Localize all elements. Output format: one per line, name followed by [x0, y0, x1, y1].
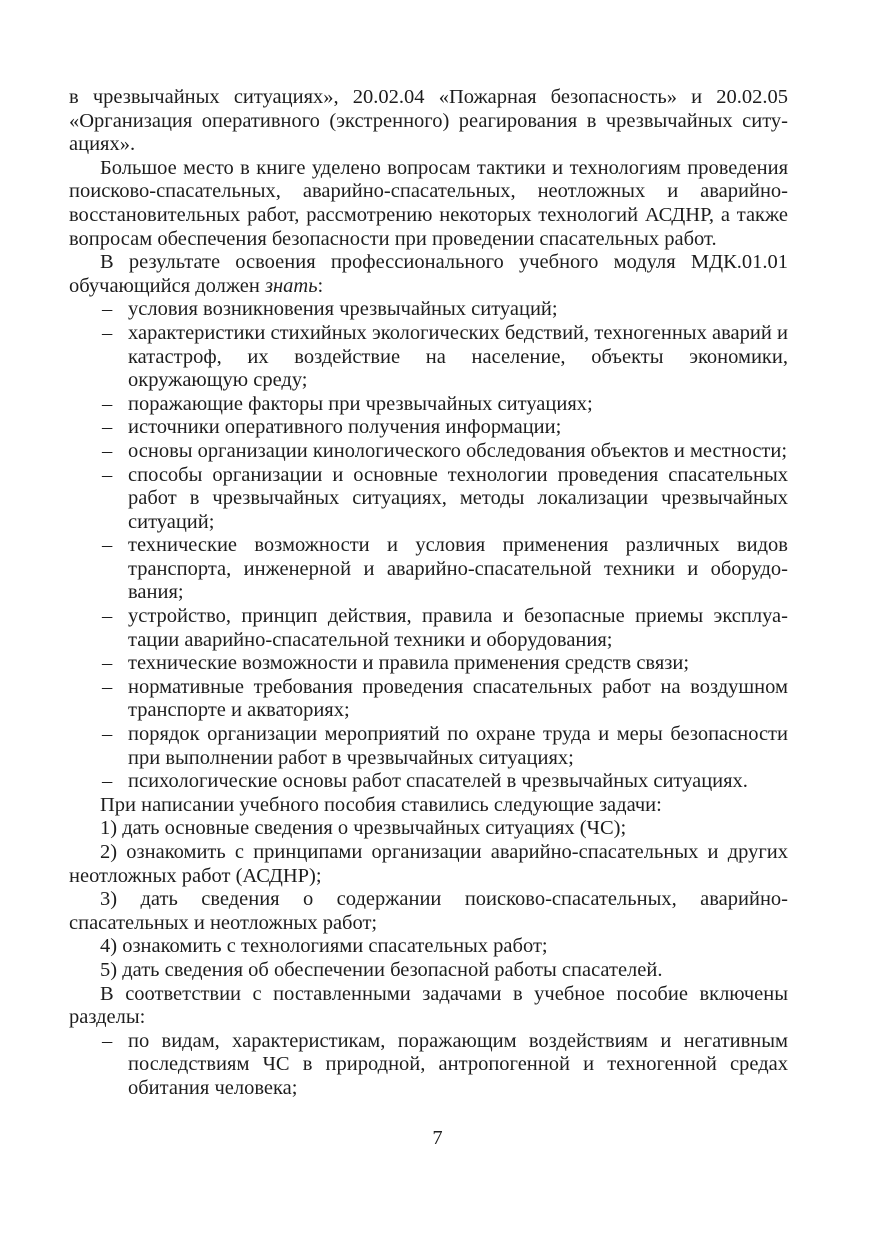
- list-item: [69, 676, 788, 723]
- dash-bullet: –: [102, 675, 113, 698]
- paragraph-learning-outcomes: [69, 251, 788, 298]
- list-item: [69, 322, 788, 393]
- page-number: 7: [432, 1127, 443, 1149]
- list-item: [69, 652, 788, 676]
- dash-bullet: –: [102, 463, 113, 486]
- dash-bullet: –: [102, 652, 113, 675]
- list-item-text: технические возможности и правила применения средств связи;: [128, 652, 690, 675]
- list-item: [69, 1030, 788, 1101]
- list-item-text: условия возникновения чрезвычайных ситуаций;: [128, 298, 558, 321]
- list-item-text: устройство, принцип действия, правила и безопасные приемы эксплуатации аварийно-спасательной техники и оборудования;: [128, 605, 788, 651]
- list-item-text: нормативные требования проведения спасательных работ на воздушном транспорте и акваториях;: [128, 675, 788, 722]
- dash-bullet: –: [102, 1029, 113, 1052]
- list-item: [69, 298, 788, 322]
- list-item-text: по видам, характеристикам, поражающим воздействиям и негативным последствиям ЧС в природной, антропогенной и техногенной средах обитания человека;: [128, 1029, 788, 1099]
- list-item: [69, 416, 788, 440]
- sections-list: [69, 1030, 788, 1101]
- list-item-text: поражающие факторы при чрезвычайных ситуациях;: [128, 392, 593, 415]
- paragraph-sections-intro: В соответствии с поставленными задачами в учебное пособие включены разделы:: [69, 982, 788, 1029]
- list-item-text: основы организации кинологического обследования объектов и местности;: [128, 439, 788, 462]
- text-block: [69, 86, 788, 1101]
- list-item-text: технические возможности и условия применения различных видов транспорта, инженерной и аварийно-спасательной техники и оборудования;: [128, 534, 788, 604]
- paragraph-tasks-intro: При написании учебного пособия ставились следующие задачи:: [100, 793, 662, 816]
- list-item-text: источники оперативного получения информации;: [128, 416, 562, 439]
- dash-bullet: –: [102, 416, 113, 439]
- numbered-task: 5) дать сведения об обеспечении безопасной работы спасателей.: [100, 958, 663, 981]
- knowledge-requirements-list: [69, 298, 788, 793]
- dash-bullet: –: [102, 723, 113, 746]
- dash-bullet: –: [102, 770, 113, 793]
- dash-bullet: –: [102, 321, 113, 344]
- list-item: [69, 605, 788, 652]
- list-item-text: способы организации и основные технологии проведения спасательных работ в чрезвычайных ситуациях, методы локализации чрезвычайных ситуаций;: [128, 463, 788, 533]
- numbered-task: 1) дать основные сведения о чрезвычайных ситуациях (ЧС);: [100, 817, 627, 840]
- list-item: [69, 464, 788, 535]
- paragraph-text: :: [317, 274, 324, 297]
- list-item: [69, 440, 788, 464]
- list-item-text: психологические основы работ спасателей в чрезвычайных ситуациях.: [128, 770, 748, 793]
- list-item-text: порядок организации мероприятий по охране труда и меры безопасности при выполнении работ в чрезвычайных ситуациях;: [128, 723, 788, 769]
- list-item: [69, 770, 788, 794]
- numbered-task: 4) ознакомить с технологиями спасательных работ;: [100, 935, 548, 958]
- list-item: [69, 534, 788, 605]
- dash-bullet: –: [102, 605, 113, 628]
- numbered-task: 2) ознакомить с принципами организации аварийно-спасательных и других неотложных работ (АСДНР);: [69, 841, 788, 887]
- list-item-text: характеристики стихийных экологических бедствий, техногенных аварий и катастроф, их воздействие на население, объекты экономики, окружающую среду;: [128, 321, 788, 392]
- paragraph-text: В результате освоения профессионального учебного модуля МДК.01.01 обучающийся должен: [69, 251, 788, 297]
- dash-bullet: –: [102, 534, 113, 557]
- dash-bullet: –: [102, 439, 113, 462]
- list-item: [69, 393, 788, 417]
- paragraph-continuation: в чрезвычайных ситуациях», 20.02.04 «Пожарная безопасность» и 20.02.05 «Организация оперативного (экстренного) реагирования в чрезвычайных ситуациях».: [69, 86, 788, 156]
- paragraph-scope: Большое место в книге уделено вопросам тактики и технологиям проведения поисково-спасательных, аварийно-спасательных, неотложных и аварийно-восстановительных работ, рассмотрению некоторых технологий АСДНР, а также вопросам обеспечения безопасности при проведении спасательных работ.: [69, 156, 788, 250]
- dash-bullet: –: [102, 392, 113, 415]
- numbered-task: 3) дать сведения о содержании поисково-спасательных, аварийно-спасательных и неотложных работ;: [69, 888, 788, 934]
- italic-term: знать: [264, 274, 318, 297]
- dash-bullet: –: [102, 298, 113, 321]
- list-item: [69, 723, 788, 770]
